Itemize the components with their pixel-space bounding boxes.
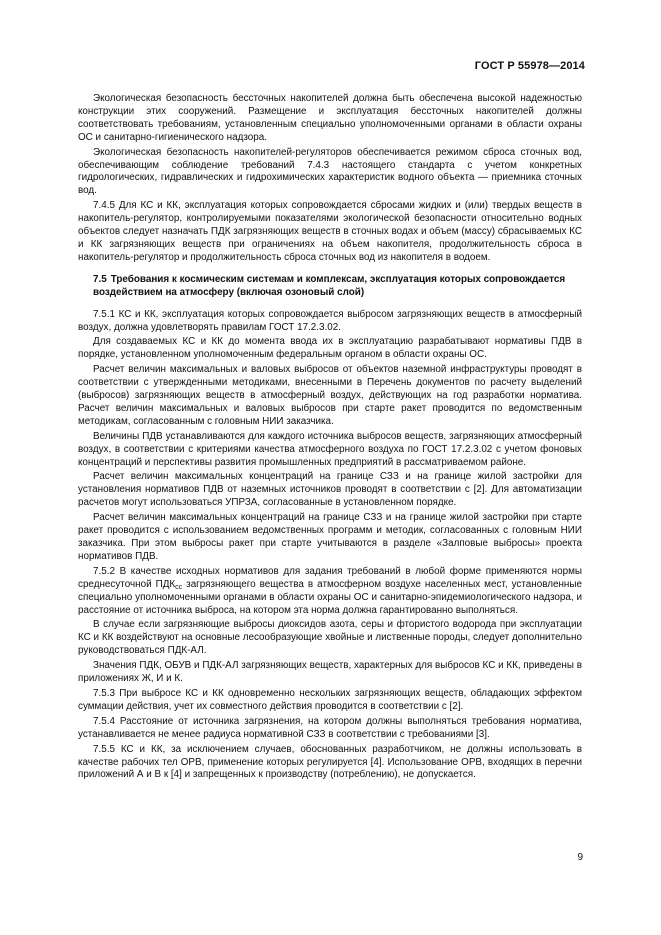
subscript: сс — [175, 583, 183, 591]
paragraph: Экологическая безопасность бессточных накопителей должна быть обеспечена высокой надежностью конструкции этих сооружений. Размещение и эксплуатация бессточных накопителей должны соответствовать требованиям, установленным специально уполномоченными органами в области охраны ОС и санитарно-гигиенического надзора. — [78, 93, 582, 143]
paragraph: 7.5.5 КС и КК, за исключением случаев, обоснованных разработчиком, не должны использовать в качестве рабочих тел ОРВ, применение которых регулируется [4]. Использование ОРВ, входящих в перечни приложений А и В к [4] и запрещенных к производству (потреблению), не допускается. — [78, 743, 582, 781]
section-heading — [78, 274, 582, 300]
paragraph: Расчет величин максимальных концентраций на границе СЗЗ и на границе жилой застройки для установления нормативов ПДВ от наземных источников проводят в соответствии с [2]. Для автоматизации расчетов могут использоваться УПРЗА, согласованные в установленном порядке. — [78, 471, 582, 509]
section-title: Требования к космическим системам и комплексам, эксплуатация которых сопровождается воздействием на атмосферу (включая озоновый слой) — [93, 273, 566, 298]
paragraph: 7.5.4 Расстояние от источника загрязнения, на котором должны выполняться требования норматива, устанавливается не менее радиуса нормативной СЗЗ в соответствии с требованиями [3]. — [78, 715, 582, 740]
page-body — [78, 93, 582, 784]
paragraph: Величины ПДВ устанавливаются для каждого источника выбросов веществ, загрязняющих атмосферный воздух, в соответствии с критериями качества атмосферного воздуха по ГОСТ 17.2.3.02 с учетом фоновых концентраций и перспективы развития промышленных предприятий в рассматриваемом районе. — [78, 430, 582, 468]
page-number: 9 — [577, 852, 583, 863]
paragraph: 7.4.5 Для КС и КК, эксплуатация которых сопровождается сбросами жидких и (или) твердых веществ в накопитель-регулятор, контролируемыми показателями экологической безопасности относительно водных объектов следует назначать ПДК загрязняющих веществ в сточных водах и объем (массу) сбрасываемых КС и КК загрязняющих веществ при ограничениях на объем накопителя, продолжительность сброса в накопитель-регулятор и продолжительность сброса сточных вод из накопителя в водоем. — [78, 200, 582, 263]
paragraph: Экологическая безопасность накопителей-регуляторов обеспечивается режимом сброса сточных вод, обеспечивающим соблюдение требований 7.4.3 настоящего стандарта с учетом конкретных гидрологических, гидравлических и гидрохимических характеристик водного объекта — приемника сточных вод. — [78, 146, 582, 197]
paragraph — [78, 566, 582, 618]
paragraph: Для создаваемых КС и КК до момента ввода их в эксплуатацию разрабатывают нормативы ПДВ в порядке, установленном уполномоченным федеральным органом в области охраны ОС. — [78, 336, 582, 361]
paragraph: 7.5.3 При выбросе КС и КК одновременно нескольких загрязняющих веществ, обладающих эффектом суммации действия, учет их совместного действия проводится в соответствии с [2]. — [78, 687, 582, 712]
paragraph-text: 7.5.2 В качестве исходных нормативов для задания требований в любой форме применяются нормы среднесуточной ПДК — [78, 565, 582, 590]
paragraph-text: загрязняющего вещества в атмосферном воздухе населенных мест, установленные специально уполномоченными органами в области охраны ОС и санитарно-эпидемиологического надзора, и расстояние от источника выброса, на котором эта норма должна гарантированно выполняться. — [78, 578, 582, 616]
section-number: 7.5 — [93, 273, 107, 285]
document-code-header: ГОСТ Р 55978—2014 — [474, 60, 585, 72]
paragraph: В случае если загрязняющие выбросы диоксидов азота, серы и фтористого водорода при эксплуатации КС и КК воздействуют на основные лесообразующие хвойные и лиственные породы, следует дополнительно руководствоваться ПДК-АЛ. — [78, 619, 582, 657]
paragraph: Расчет величин максимальных концентраций на границе СЗЗ и на границе жилой застройки при старте ракет проводится с использованием ведомственных программ и методик, согласованных с головным НИИ заказчика. При этом выбросы ракет при старте учитываются в разделе «Залповые выбросы» проекта нормативов ПДВ. — [78, 512, 582, 562]
paragraph: Расчет величин максимальных и валовых выбросов от объектов наземной инфраструктуры проводят в соответствии с утвержденными методиками, внесенными в Перечень документов по расчету выделений (выбросов) загрязняющих веществ в атмосферный воздух, действующих на год разработки норматива. Расчет величин максимальных и валовых выбросов при старте ракет проводится по ведомственным методикам, согласованным с головным НИИ заказчика. — [78, 364, 582, 427]
paragraph: Значения ПДК, ОБУВ и ПДК-АЛ загрязняющих веществ, характерных для выбросов КС и КК, приведены в приложениях Ж, И и К. — [78, 660, 582, 685]
paragraph: 7.5.1 КС и КК, эксплуатация которых сопровождается выбросом загрязняющих веществ в атмосферный воздух, должна удовлетворять правилам ГОСТ 17.2.3.02. — [78, 308, 582, 333]
